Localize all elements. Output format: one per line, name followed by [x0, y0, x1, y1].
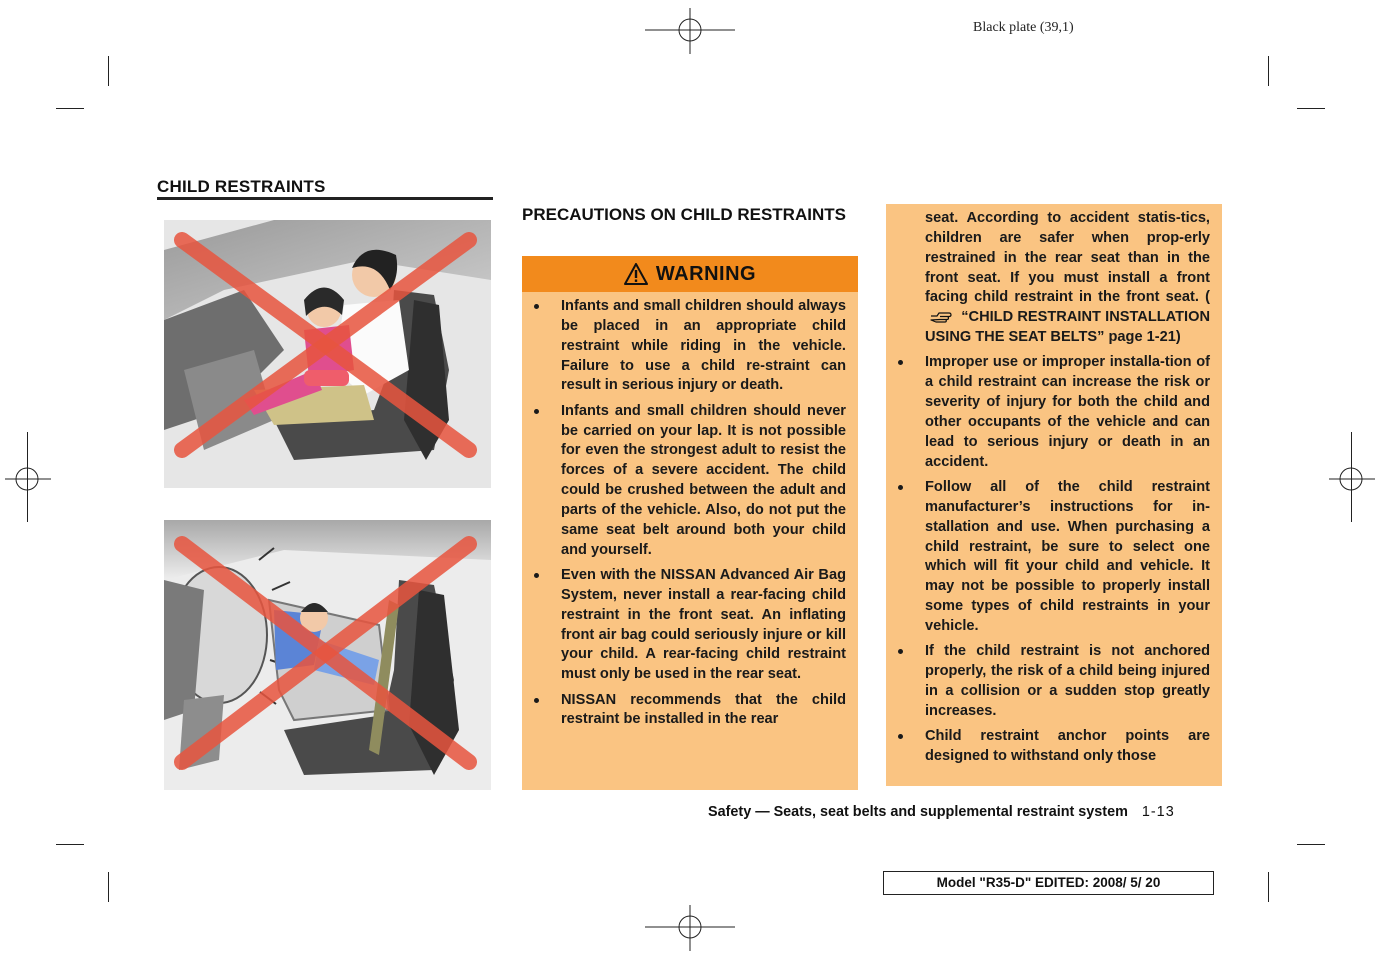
warning-bullets: [561, 297, 846, 730]
warning-bullet: Infants and small children should never be carried on your lap. It is not possible for even the strongest adult to resist the forces of a severe accident. The child could be crushed between the adult and parts of the vehicle. Also, do not put the same seat belt around both your child and yourself.: [561, 402, 846, 561]
page-number: 1-13: [1141, 804, 1175, 820]
running-footer: [708, 804, 1175, 820]
warning-bullet: NISSAN recommends that the child restraint be installed in the rear: [561, 691, 846, 731]
registration-mark-bottom: [645, 905, 735, 951]
edited-value: 2008/ 5/ 20: [1092, 875, 1161, 890]
continuation-text-before: seat. According to accident statis-tics, children are safer when prop-erly restrained in the rear seat than in the front seat. If you must install a front facing child restraint in the front seat. (: [925, 210, 1210, 306]
model-value: "R35-D": [979, 875, 1032, 890]
footer-section: Safety — Seats, seat belts and supplemental restraint system: [708, 804, 1128, 820]
warning-bullet: Infants and small children should always be placed in an appropriate child restraint while riding in the vehicle. Failure to use a child re-straint can result in serious injury or death.: [561, 297, 846, 396]
pointing-hand-icon: [929, 308, 953, 323]
model-box: [883, 871, 1214, 895]
plate-label: Black plate (39,1): [973, 20, 1074, 35]
warning-bullet: Improper use or improper installa-tion of a child restraint can increase the risk or severity of injury for both the child and other occupants of the vehicle and can lead to serious injury or death in an accident.: [925, 353, 1210, 472]
warning-bullet: Child restraint anchor points are designed to withstand only those: [925, 727, 1210, 767]
registration-mark-left: [5, 458, 51, 500]
figure-child-front-seat: [164, 220, 491, 488]
warning-header: [522, 256, 858, 292]
figure-rear-facing-airbag: [164, 520, 491, 790]
continuation-text-after: “CHILD RESTRAINT INSTALLATION USING THE SEAT BELTS” page 1-21): [925, 309, 1210, 346]
warning-bullet: If the child restraint is not anchored properly, the risk of a child being injured in a collision or a sudden stop greatly increases.: [925, 642, 1210, 721]
warning-continued: [886, 204, 1222, 786]
warning-bullet: Even with the NISSAN Advanced Air Bag System, never install a rear-facing child restraint in the front seat. An inflating front air bag could seriously injure or kill your child. A rear-facing child restraint must only be used in the rear seat.: [561, 566, 846, 685]
subsection-title: PRECAUTIONS ON CHILD RESTRAINTS: [522, 205, 846, 224]
model-label: Model: [936, 875, 976, 890]
registration-mark-top: [645, 8, 735, 54]
section-title: CHILD RESTRAINTS: [157, 177, 326, 196]
continuation-paragraph: [925, 209, 1210, 348]
registration-mark-right: [1329, 458, 1375, 500]
section-rule: [157, 197, 493, 200]
warning-bullet: Follow all of the child restraint manufacturer’s instructions for in-stallation and use. When purchasing a child restraint, be sure to select one which will fit your child and vehicle. It may not be possible to properly install some types of child restraints in your vehicle.: [925, 478, 1210, 637]
warning-continued-text: [925, 209, 1210, 767]
edited-label: EDITED:: [1035, 875, 1089, 890]
warning-label: WARNING: [655, 262, 757, 285]
warning-body: [522, 292, 858, 790]
warning-triangle-icon: [624, 263, 648, 285]
